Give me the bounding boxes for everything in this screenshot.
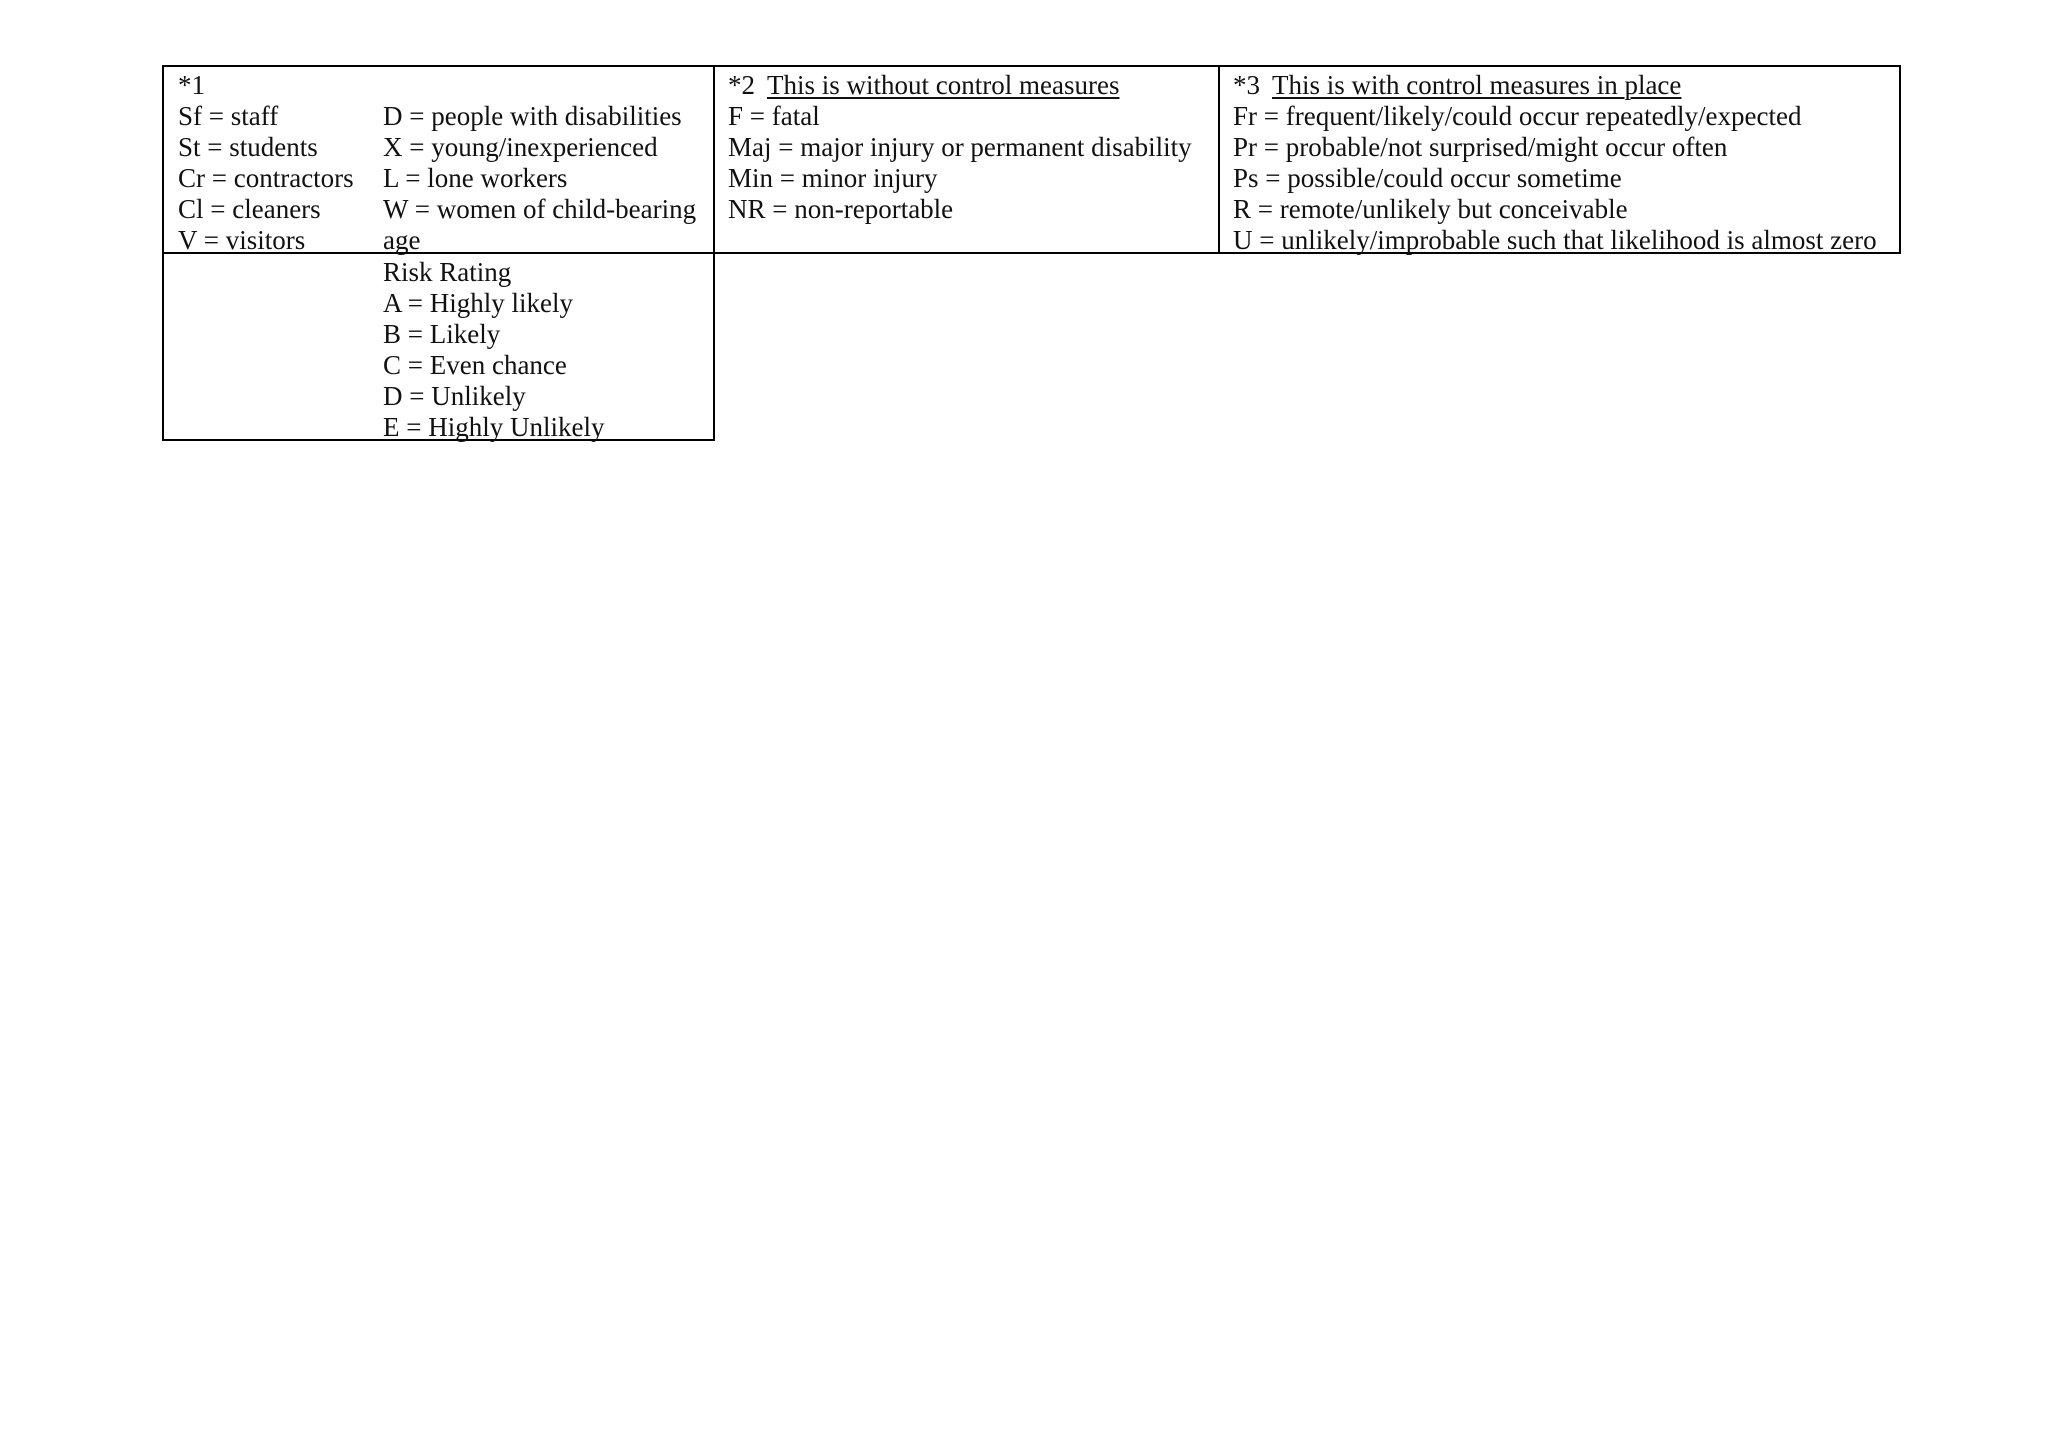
risk-rating-item: D = Unlikely [383,381,526,411]
severity-item: Maj = major injury or permanent disability [728,132,1192,162]
likelihood-item: R = remote/unlikely but conceivable [1233,194,1628,224]
severity-heading: This is without control measures [767,70,1120,100]
legend-item: Sf = staff [178,101,279,131]
risk-rating-item: A = Highly likely [383,288,573,318]
risk-rating-title: Risk Rating [383,257,512,287]
legend-item: D = people with disabilities [383,101,682,131]
people-at-risk-legend [162,65,715,254]
severity-item: F = fatal [728,101,820,131]
severity-heading-line [728,70,1192,101]
people-legend-right-column [383,101,696,256]
severity-legend [713,65,1220,254]
people-legend-marker: *1 [178,70,205,100]
likelihood-item: Fr = frequent/likely/could occur repeatedly/expected [1233,101,1802,131]
people-legend-left-column [178,70,354,256]
likelihood-item: Ps = possible/could occur sometime [1233,163,1622,193]
likelihood-heading: This is with control measures in place [1272,70,1682,100]
risk-rating-item: C = Even chance [383,350,567,380]
severity-item: Min = minor injury [728,163,938,193]
likelihood-marker: *3 [1233,70,1260,100]
legend-item: Cr = contractors [178,163,354,193]
likelihood-item: U = unlikely/improbable such that likelihood is almost zero [1233,225,1877,255]
legend-item: Cl = cleaners [178,194,321,224]
legend-item: V = visitors [178,225,306,255]
legend-item: L = lone workers [383,163,568,193]
severity-marker: *2 [728,70,755,100]
likelihood-item: Pr = probable/not surprised/might occur often [1233,132,1728,162]
risk-rating-item: B = Likely [383,319,501,349]
legend-item: St = students [178,132,318,162]
severity-item: NR = non-reportable [728,194,954,224]
legend-item: X = young/inexperienced [383,132,658,162]
legend-item: age [383,225,421,255]
likelihood-heading-line [1233,70,1877,101]
risk-rating-legend [162,252,715,441]
risk-rating-item: E = Highly Unlikely [383,412,605,442]
likelihood-legend [1218,65,1901,254]
legend-item: W = women of child-bearing [383,194,697,224]
